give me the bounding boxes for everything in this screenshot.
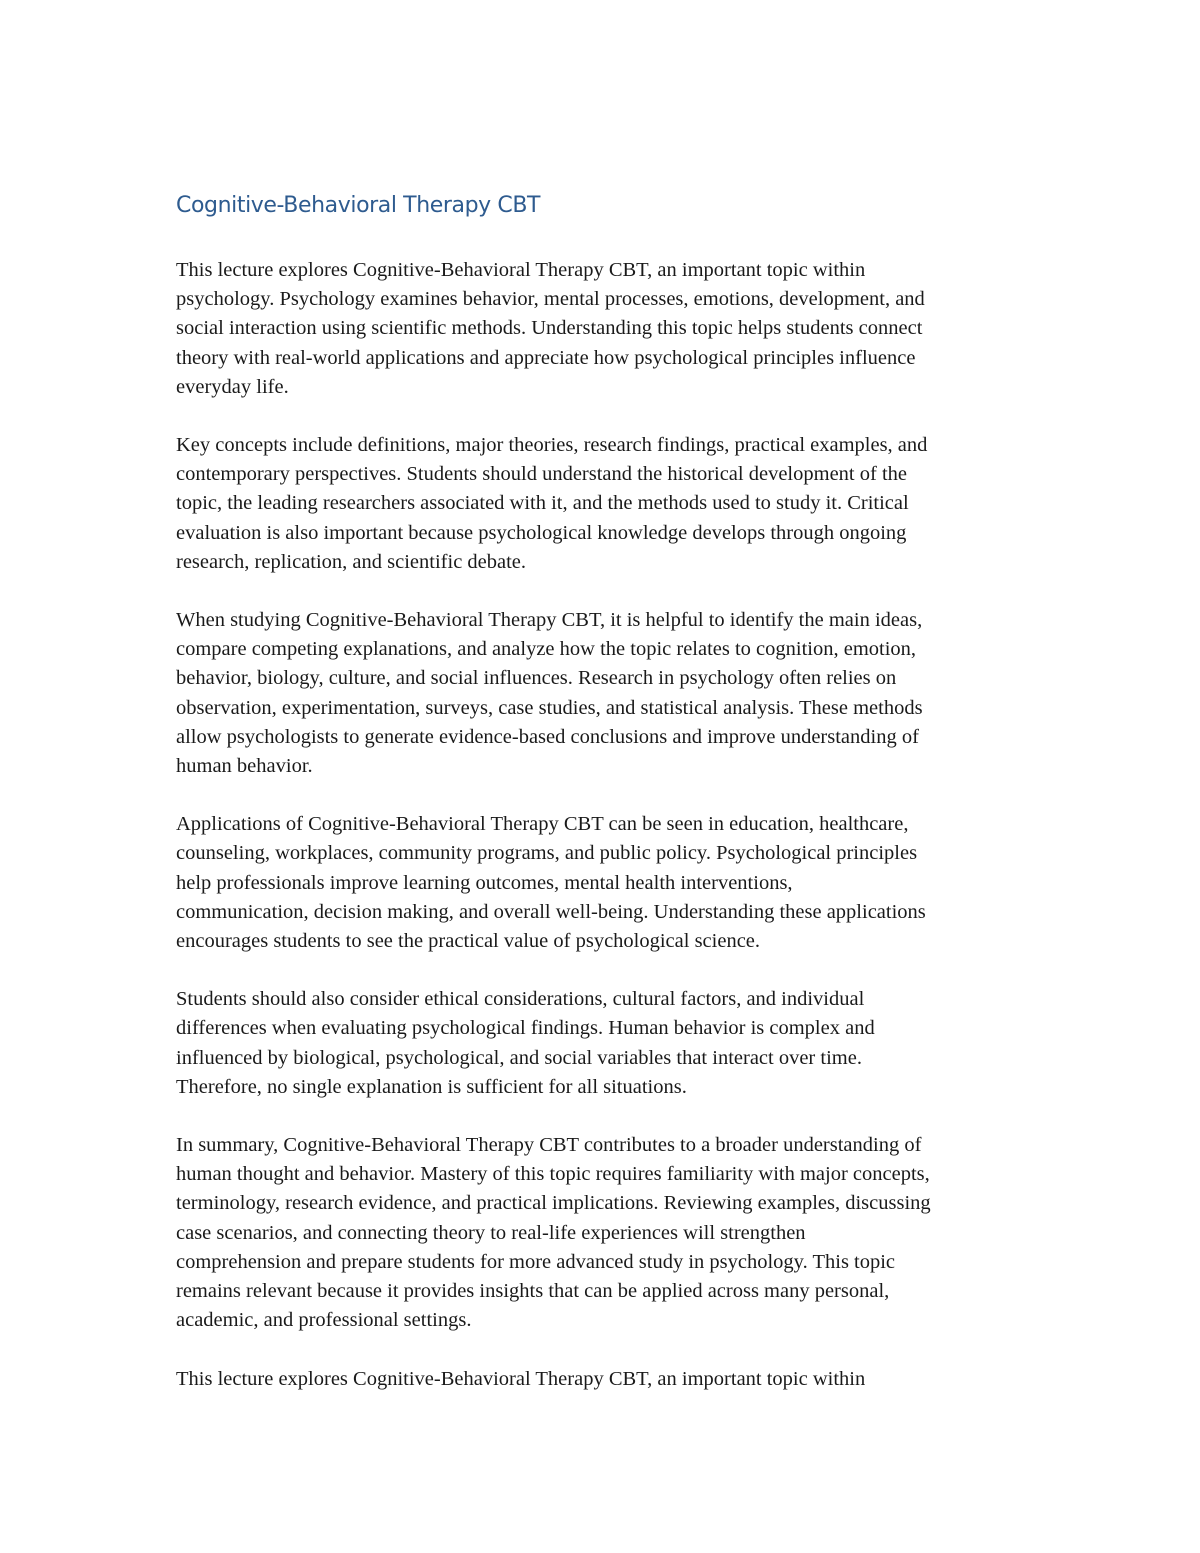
text-line: allow psychologists to generate evidence-based conclusions and improve understanding of (176, 725, 919, 748)
title-spacer (176, 222, 1036, 256)
text-line: human thought and behavior. Mastery of this topic requires familiarity with major concepts, (176, 1163, 930, 1186)
text-line: Applications of Cognitive-Behavioral Therapy CBT can be seen in education, healthcare, (176, 813, 909, 836)
text-line: Students should also consider ethical considerations, cultural factors, and individual (176, 988, 865, 1011)
text-line: This lecture explores Cognitive-Behavioral Therapy CBT, an important topic within (176, 259, 866, 281)
text-line: behavior, biology, culture, and social influences. Research in psychology often relies on (176, 667, 897, 690)
text-line: topic, the leading researchers associated with it, and the methods used to study it. Critical (176, 492, 909, 515)
text-line: Therefore, no single explanation is sufficient for all situations. (176, 1075, 687, 1098)
paragraph-3 (176, 606, 1036, 781)
text-line: terminology, research evidence, and practical implications. Reviewing examples, discussing (176, 1192, 931, 1215)
text-line: encourages students to see the practical value of psychological science. (176, 930, 761, 953)
text-line: Key concepts include definitions, major theories, research findings, practical examples, and (176, 434, 928, 457)
text-line: In summary, Cognitive-Behavioral Therapy CBT contributes to a broader understanding of (176, 1134, 922, 1157)
text-line: communication, decision making, and overall well-being. Understanding these applications (176, 900, 926, 923)
text-line: theory with real-world applications and appreciate how psychological principles influence (176, 346, 916, 369)
paragraph-1 (176, 256, 1036, 402)
text-line: human behavior. (176, 755, 313, 778)
text-line: influenced by biological, psychological, and social variables that interact over time. (176, 1046, 862, 1069)
text-line: psychology. Psychology examines behavior, mental processes, emotions, development, and (176, 288, 925, 311)
paragraph-6 (176, 1131, 1036, 1335)
text-line: remains relevant because it provides insights that can be applied across many personal, (176, 1280, 890, 1303)
text-line: research, replication, and scientific debate. (176, 550, 527, 573)
document-body (176, 190, 1036, 1394)
document-title: Cognitive-Behavioral Therapy CBT (176, 193, 541, 218)
text-line: When studying Cognitive-Behavioral Therapy CBT, it is helpful to identify the main ideas, (176, 609, 923, 632)
text-line: contemporary perspectives. Students should understand the historical development of the (176, 463, 907, 486)
text-line: academic, and professional settings. (176, 1309, 472, 1332)
text-line: compare competing explanations, and analyze how the topic relates to cognition, emotion, (176, 638, 917, 661)
text-line: comprehension and prepare students for more advanced study in psychology. This topic (176, 1250, 896, 1273)
text-line: case scenarios, and connecting theory to real-life experiences will strengthen (176, 1221, 806, 1244)
text-line: counseling, workplaces, community programs, and public policy. Psychological principles (176, 842, 918, 865)
text-line: help professionals improve learning outcomes, mental health interventions, (176, 871, 793, 894)
text-line: observation, experimentation, surveys, case studies, and statistical analysis. These methods (176, 696, 923, 719)
text-line: differences when evaluating psychological findings. Human behavior is complex and (176, 1017, 875, 1040)
paragraph-4 (176, 810, 1036, 956)
paragraph-2 (176, 431, 1036, 577)
text-line: evaluation is also important because psychological knowledge develops through ongoing (176, 521, 907, 544)
paragraph-7 (176, 1365, 1036, 1394)
text-line: everyday life. (176, 375, 289, 398)
paragraph-5 (176, 985, 1036, 1102)
text-line: This lecture explores Cognitive-Behavioral Therapy CBT, an important topic within (176, 1367, 866, 1390)
text-line: social interaction using scientific methods. Understanding this topic helps students connect (176, 317, 923, 340)
